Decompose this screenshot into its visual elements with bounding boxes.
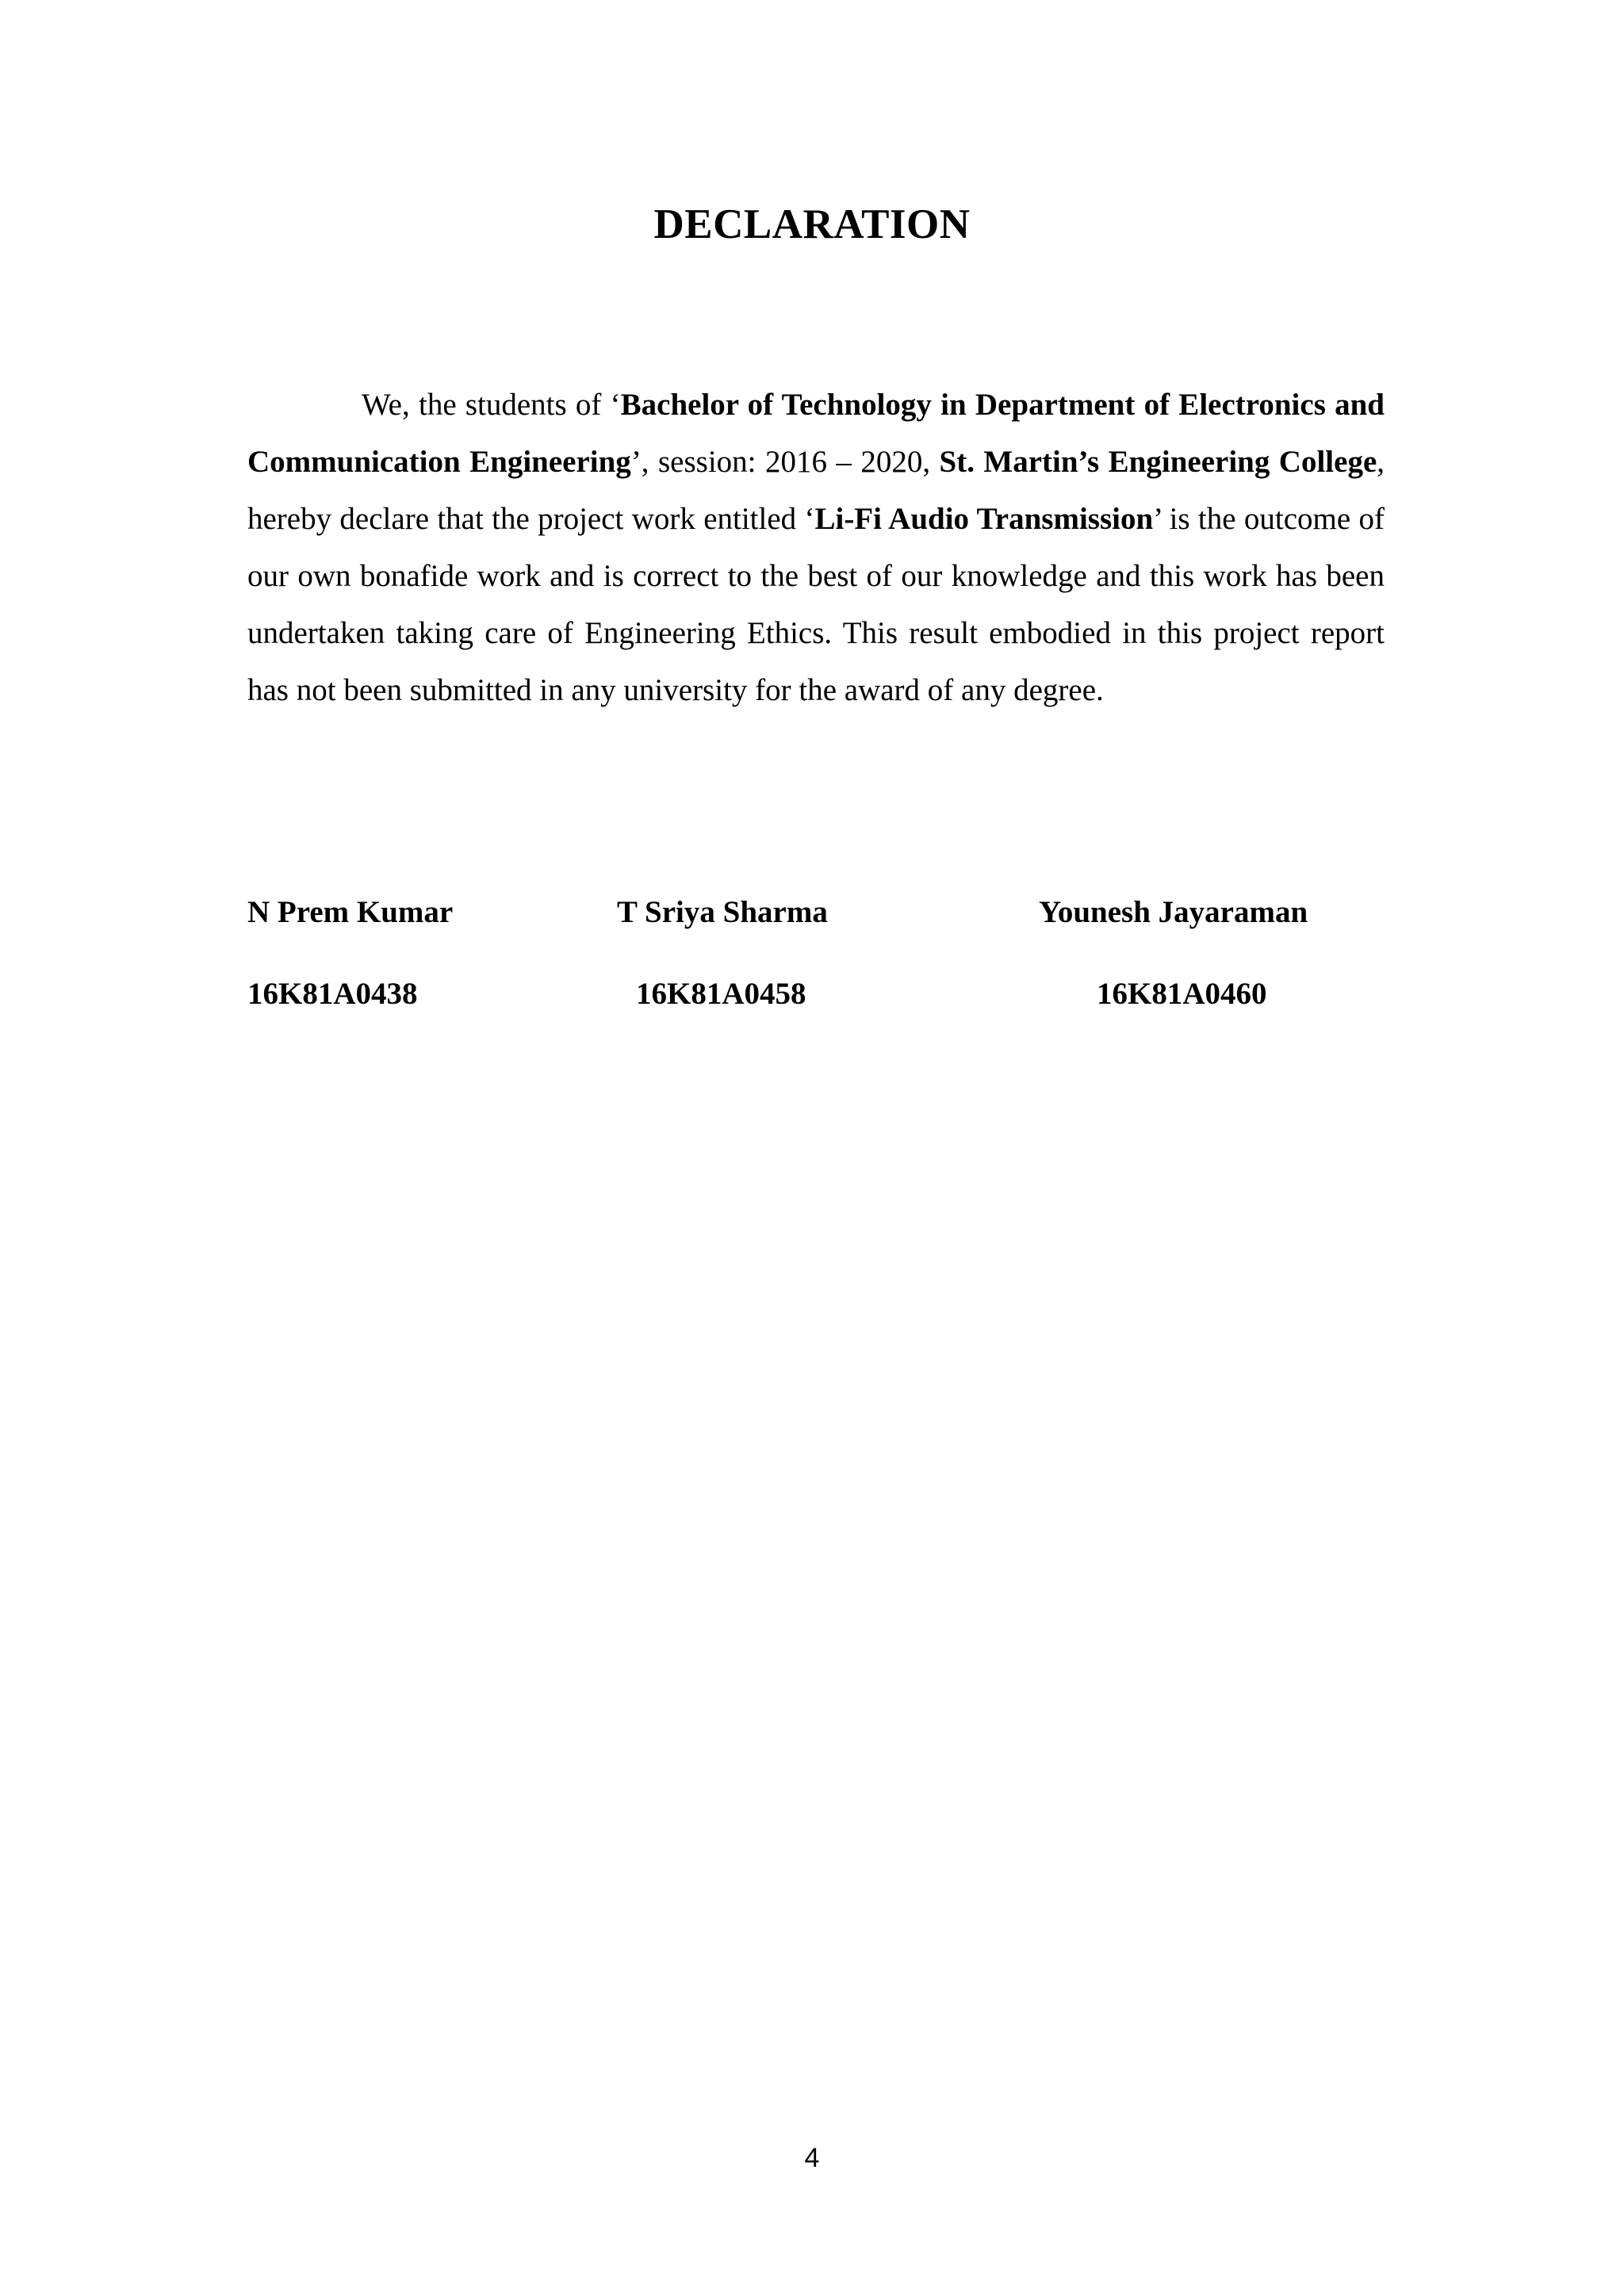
degree-name: Bachelor of Technology in Department of Electronics and Communication Engineering: [247, 388, 1385, 479]
signatory-name: Younesh Jayaraman: [1039, 895, 1308, 929]
paragraph-text: , hereby declare that the project work entitled ‘: [247, 445, 1385, 536]
signatory-roll-number: 16K81A0458: [636, 977, 806, 1011]
paragraph-text: ’, session: 2016 – 2020,: [630, 445, 940, 479]
paragraph-text: We, the students of ‘: [362, 388, 621, 422]
paragraph-text: ’ is the outcome of our own bonafide work and is correct to the best of our knowledge and this work has been undertaken taking care of Engineering Ethics. This result embodied in this project report has not been submitted in any university for the award of any degree.: [247, 502, 1385, 707]
page-title: DECLARATION: [653, 201, 971, 247]
college-name: St. Martin’s Engineering College: [939, 445, 1377, 479]
page-number: 4: [804, 2143, 820, 2173]
signatory-roll-number: 16K81A0460: [1097, 977, 1267, 1011]
signatory-name: T Sriya Sharma: [617, 895, 828, 929]
signatory-name: N Prem Kumar: [247, 895, 454, 929]
declaration-paragraph: [247, 377, 1385, 719]
signatory-roll-number: 16K81A0438: [247, 977, 418, 1011]
project-title: Li-Fi Audio Transmission: [814, 502, 1154, 536]
